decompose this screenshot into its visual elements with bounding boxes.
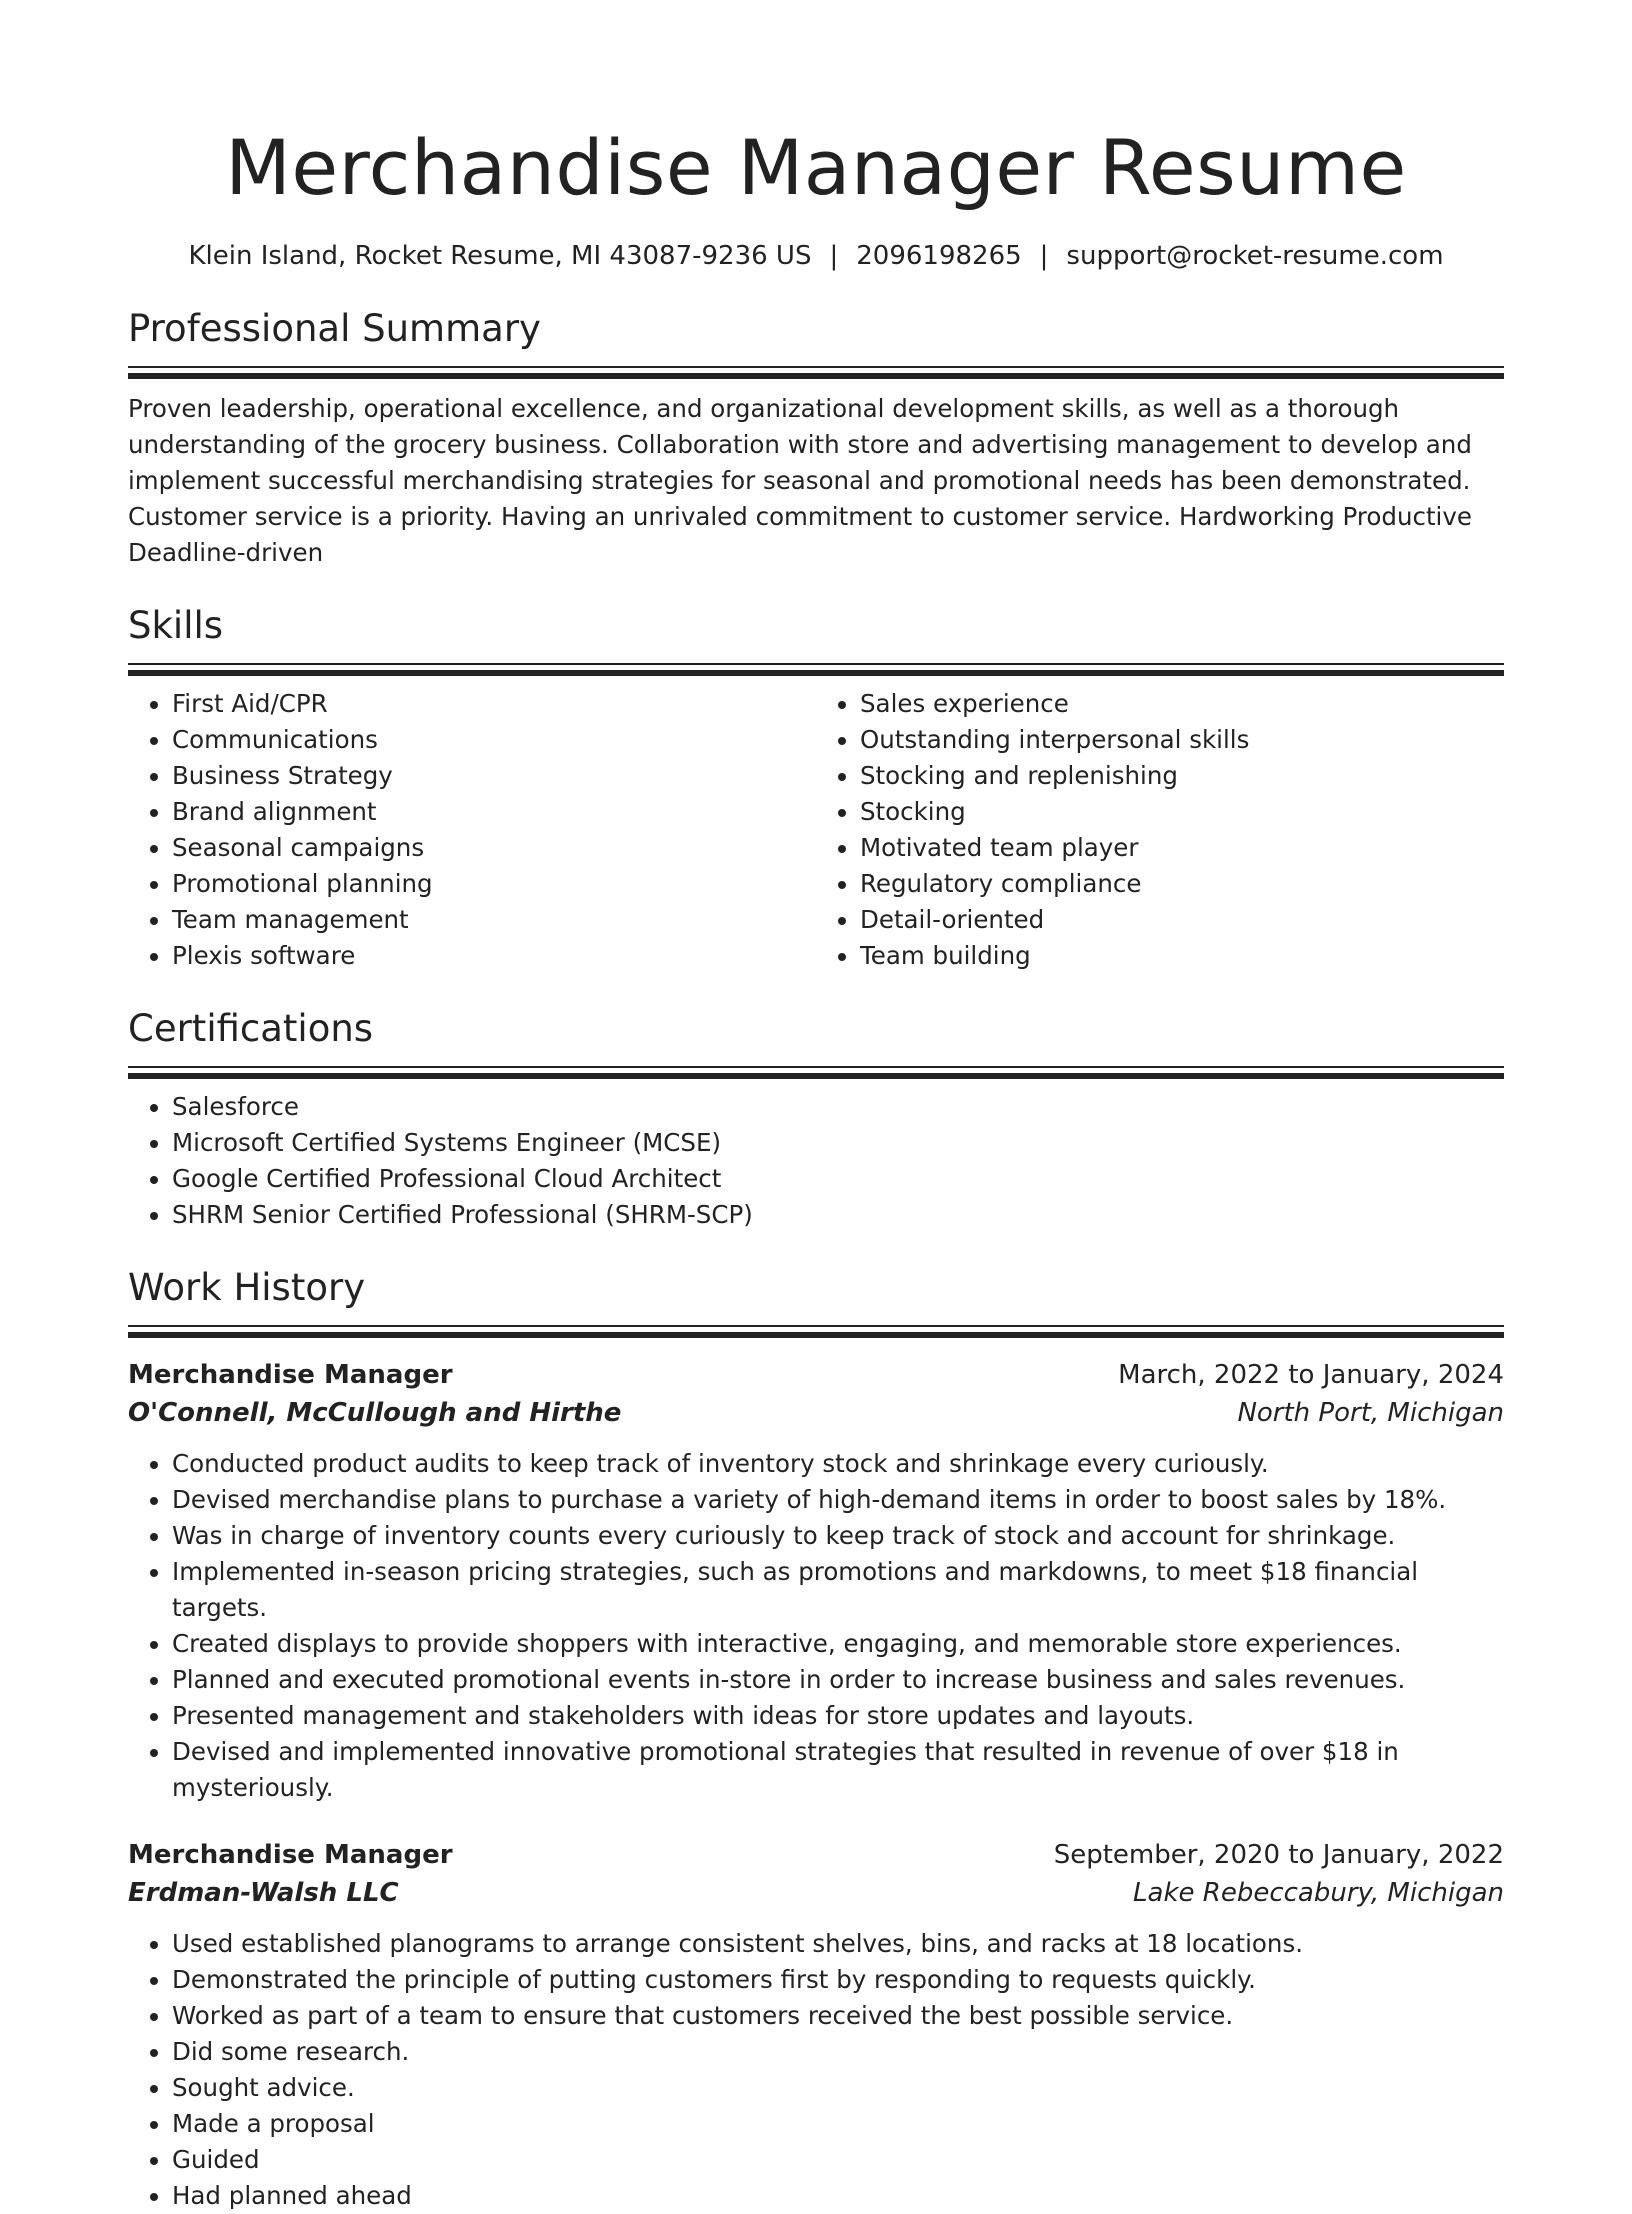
job-company: Erdman-Walsh LLC bbox=[128, 1878, 399, 1908]
certifications-section bbox=[128, 1004, 1504, 1233]
skills-list-left bbox=[128, 686, 816, 974]
section-divider bbox=[128, 1325, 1504, 1338]
certifications-heading: Certifications bbox=[128, 1007, 374, 1050]
contact-separator: | bbox=[1039, 241, 1049, 271]
job-bullet: • Presented management and stakeholders with ideas for store updates and layouts. bbox=[172, 1698, 1504, 1734]
job-header-row bbox=[128, 1356, 1504, 1394]
skill-item: • Team management bbox=[172, 902, 816, 938]
skill-item: • Business Strategy bbox=[172, 758, 816, 794]
skill-item: • Communications bbox=[172, 722, 816, 758]
skill-item: • Detail-oriented bbox=[860, 902, 1504, 938]
job-bullet: • Worked as part of a team to ensure that customers received the best possible service. bbox=[172, 1998, 1504, 2034]
job-bullet: • Devised merchandise plans to purchase a variety of high-demand items in order to boost sales by 18%. bbox=[172, 1482, 1504, 1518]
job-location: Lake Rebeccabury, Michigan bbox=[1133, 1878, 1504, 1908]
contact-address: Klein Island, Rocket Resume, MI 43087-9236 US bbox=[188, 241, 812, 271]
job-title: Merchandise Manager bbox=[128, 1360, 453, 1390]
certification-item: • Salesforce bbox=[172, 1089, 1504, 1125]
job-bullet: • Implemented in-season pricing strategies, such as promotions and markdowns, to meet $18 financial targets. bbox=[172, 1554, 1504, 1626]
job-company: O'Connell, McCullough and Hirthe bbox=[128, 1398, 622, 1428]
job-bullet: • Had planned ahead bbox=[172, 2178, 1504, 2214]
contact-phone: 2096198265 bbox=[856, 241, 1022, 271]
job-bullet: • Sought advice. bbox=[172, 2070, 1504, 2106]
job-title: Merchandise Manager bbox=[128, 1840, 453, 1870]
skill-item: • Team building bbox=[860, 938, 1504, 974]
job-bullet: • Did some research. bbox=[172, 2034, 1504, 2070]
job-bullets bbox=[128, 1446, 1504, 1806]
skill-item: • Promotional planning bbox=[172, 866, 816, 902]
job-bullets bbox=[128, 1926, 1504, 2214]
certifications-list bbox=[128, 1089, 1504, 1233]
job-dates: March, 2022 to January, 2024 bbox=[1118, 1360, 1504, 1390]
job-company-row bbox=[128, 1394, 1504, 1432]
contact-email: support@rocket-resume.com bbox=[1066, 241, 1444, 271]
skill-item: • Seasonal campaigns bbox=[172, 830, 816, 866]
skills-heading: Skills bbox=[128, 604, 224, 647]
job-bullet: • Conducted product audits to keep track of inventory stock and shrinkage every curiously. bbox=[172, 1446, 1504, 1482]
summary-heading: Professional Summary bbox=[128, 307, 541, 350]
job-entry bbox=[128, 1356, 1504, 1806]
summary-text: Proven leadership, operational excellence, and organizational development skills, as well as a thorough understanding of the grocery business. Collaboration with store and advertising management to develop and implement successful merchandising strategies for seasonal and promotional needs has been demonstrated. Customer service is a priority. Having an unrivaled commitment to customer service. Hardworking Productive Deadline-driven bbox=[128, 394, 1472, 567]
certification-item: • SHRM Senior Certified Professional (SHRM-SCP) bbox=[172, 1197, 1504, 1233]
job-bullet: • Guided bbox=[172, 2142, 1504, 2178]
skills-list-right bbox=[816, 686, 1504, 974]
skill-item: • First Aid/CPR bbox=[172, 686, 816, 722]
skill-item: • Stocking bbox=[860, 794, 1504, 830]
skill-item: • Brand alignment bbox=[172, 794, 816, 830]
section-divider bbox=[128, 1066, 1504, 1079]
job-bullet: • Was in charge of inventory counts every curiously to keep track of stock and account for shrinkage. bbox=[172, 1518, 1504, 1554]
work-history-heading: Work History bbox=[128, 1266, 366, 1309]
job-bullet: • Used established planograms to arrange consistent shelves, bins, and racks at 18 locations. bbox=[172, 1926, 1504, 1962]
contact-separator: | bbox=[829, 241, 839, 271]
job-dates: September, 2020 to January, 2022 bbox=[1053, 1840, 1504, 1870]
section-divider bbox=[128, 663, 1504, 676]
skill-item: • Motivated team player bbox=[860, 830, 1504, 866]
job-bullet: • Demonstrated the principle of putting customers first by responding to requests quickly. bbox=[172, 1962, 1504, 1998]
job-bullet: • Created displays to provide shoppers with interactive, engaging, and memorable store experiences. bbox=[172, 1626, 1504, 1662]
section-divider bbox=[128, 366, 1504, 379]
skills-grid bbox=[128, 686, 1504, 974]
job-header-row bbox=[128, 1836, 1504, 1874]
skill-item: • Plexis software bbox=[172, 938, 816, 974]
page-title: Merchandise Manager Resume bbox=[225, 123, 1407, 212]
job-bullet: • Devised and implemented innovative promotional strategies that resulted in revenue of over $18 in mysteriously. bbox=[172, 1734, 1504, 1806]
job-bullet: • Made a proposal bbox=[172, 2106, 1504, 2142]
certification-item: • Google Certified Professional Cloud Architect bbox=[172, 1161, 1504, 1197]
skill-item: • Sales experience bbox=[860, 686, 1504, 722]
contact-line bbox=[128, 238, 1504, 274]
skill-item: • Outstanding interpersonal skills bbox=[860, 722, 1504, 758]
job-bullet: • Planned and executed promotional events in-store in order to increase business and sales revenues. bbox=[172, 1662, 1504, 1698]
certification-item: • Microsoft Certified Systems Engineer (MCSE) bbox=[172, 1125, 1504, 1161]
job-location: North Port, Michigan bbox=[1237, 1398, 1504, 1428]
job-company-row bbox=[128, 1874, 1504, 1912]
skill-item: • Regulatory compliance bbox=[860, 866, 1504, 902]
job-entry bbox=[128, 1836, 1504, 2214]
skill-item: • Stocking and replenishing bbox=[860, 758, 1504, 794]
skills-section bbox=[128, 601, 1504, 974]
work-history-section bbox=[128, 1263, 1504, 2214]
summary-section bbox=[128, 304, 1504, 571]
